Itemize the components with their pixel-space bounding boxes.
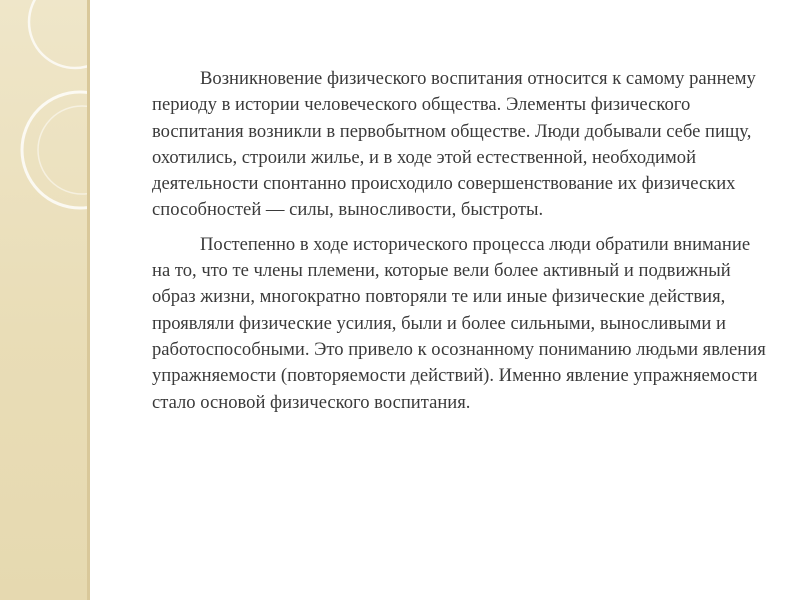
decorative-circle-inner — [38, 106, 87, 194]
slide-text-body — [152, 66, 767, 424]
decorative-circle-top — [29, 0, 87, 68]
decorative-circle-middle — [22, 92, 87, 208]
paragraph-origin: Возникновение физического воспитания относится к самому раннему периоду в истории человеческого общества. Элементы физического воспитания возникли в первобытном обществе. Люди добывали себе пищу, охотились, строили жилье, и в ходе этой естественной, необходимой деятельности спонтанно происходило совершенствование их физических способностей — силы, выносливости, быстроты. — [152, 68, 756, 221]
decorative-side-band — [0, 0, 87, 600]
paragraph-exercisability: Постепенно в ходе исторического процесса люди обратили внимание на то, что те члены племени, которые вели более активный и подвижный образ жизни, многократно повторяли те или иные физические действия, проявляли физические усилия, были и более сильными, выносливыми и работоспособными. Это привело к осознанному пониманию людьми явления упражняемости (повторяемости действий). Именно явление упражняемости стало основой физического воспитания. — [152, 233, 766, 413]
decorative-circles — [0, 0, 87, 600]
side-band-border — [87, 0, 90, 600]
